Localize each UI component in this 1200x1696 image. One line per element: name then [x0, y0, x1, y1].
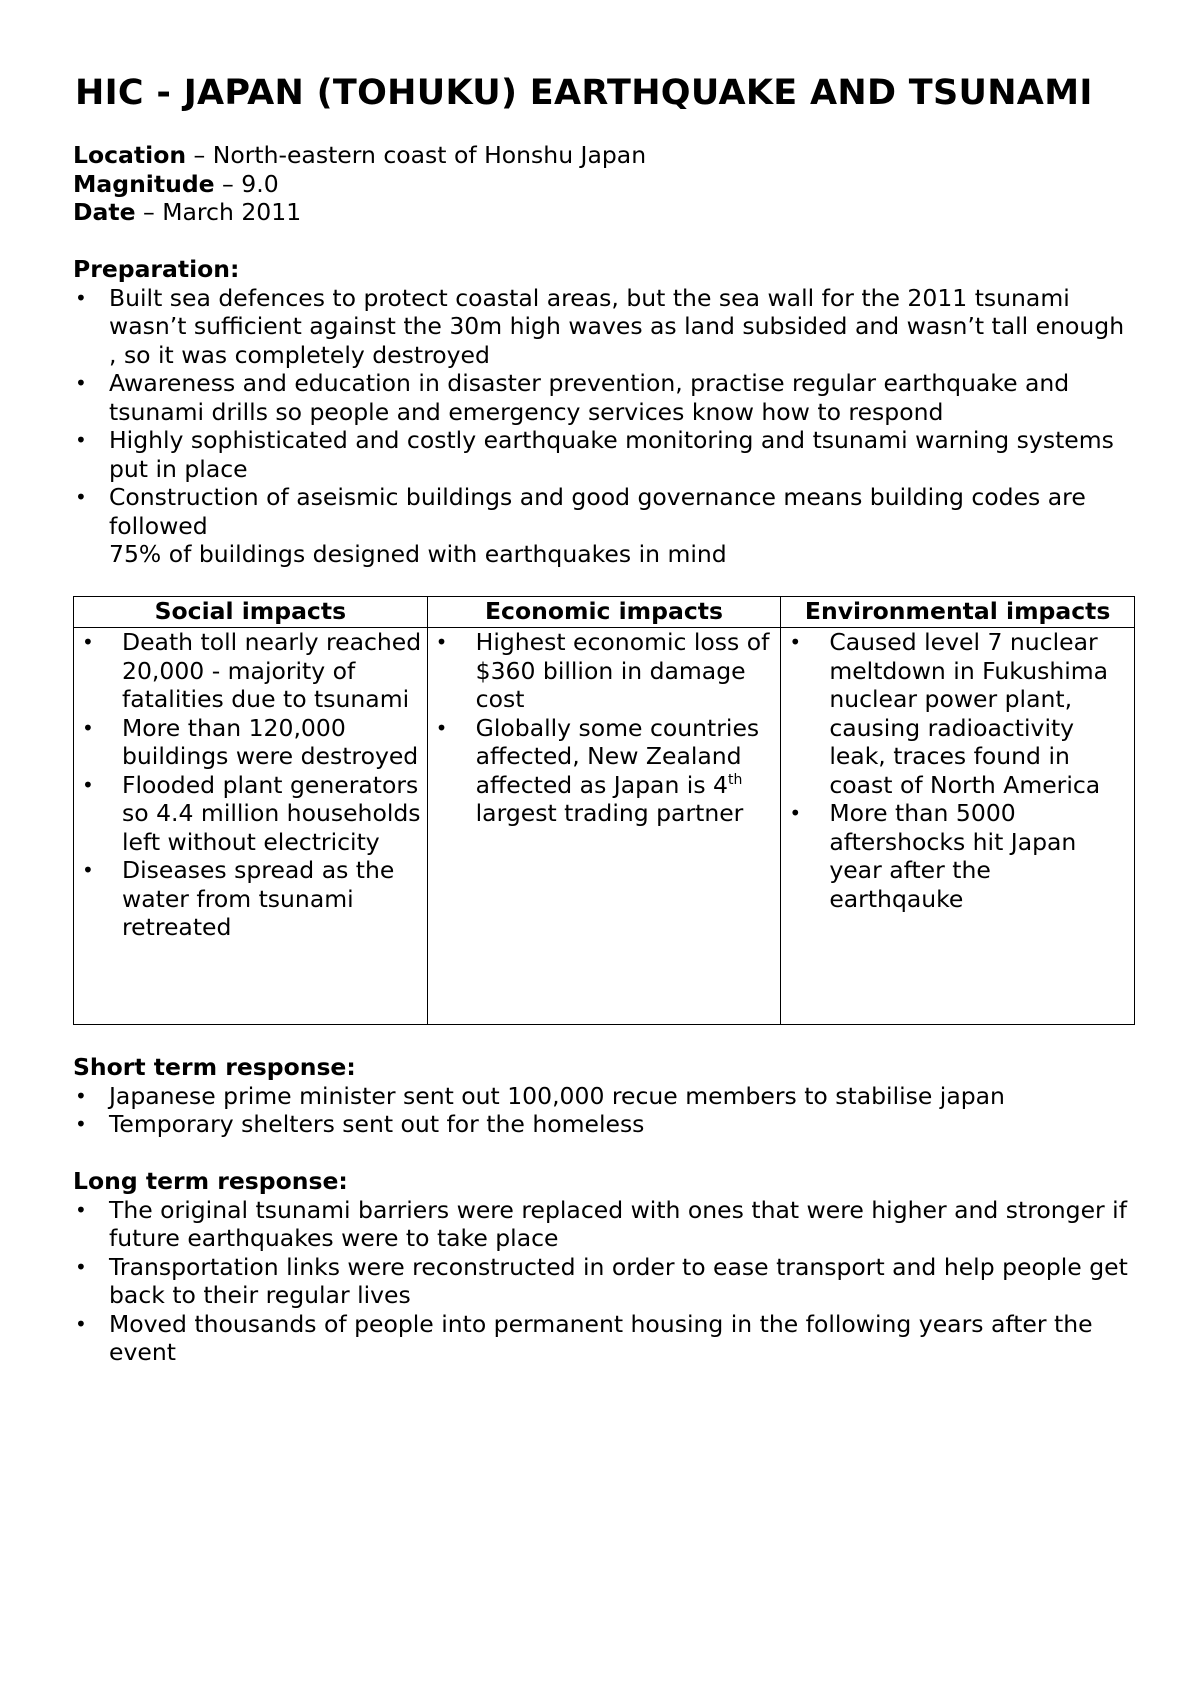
environmental-impacts-cell: [781, 628, 1135, 1025]
long-term-list: [73, 1196, 1135, 1367]
bullet-icon: •: [75, 1083, 87, 1108]
page-title: HIC - JAPAN (TOHUKU) EARTHQUAKE AND TSUNAMI: [75, 73, 1093, 113]
fact-label: Location: [73, 141, 187, 169]
fact-value: – March 2011: [135, 198, 302, 226]
economic-impacts-list: [428, 628, 779, 828]
key-facts: [73, 141, 1135, 227]
bullet-icon: •: [82, 630, 94, 654]
fact-value: – North-eastern coast of Honshu Japan: [186, 141, 647, 169]
list-item: • Globally some countries affected, New Zealand affected as Japan is 4th largest trading partner: [435, 713, 760, 827]
bullet-icon: •: [75, 285, 87, 310]
bullet-icon: •: [435, 715, 448, 740]
short-term-section: [73, 1053, 1135, 1139]
bullet-icon: •: [75, 371, 87, 395]
header-social: Social impacts: [74, 597, 428, 628]
ordinal-suffix: th: [728, 771, 743, 788]
table-row: [74, 628, 1135, 1025]
impacts-table: [73, 596, 1135, 1025]
short-term-list: [73, 1082, 1135, 1139]
social-impacts-list: [74, 628, 425, 942]
list-item: • Awareness and education in disaster prevention, practise regular earthquake and tsunami drills so people and emergency services know how to respond: [75, 369, 1070, 426]
preparation-note: 75% of buildings designed with earthquakes in mind: [109, 540, 727, 568]
bullet-icon: •: [75, 1112, 87, 1136]
fact-label: Date: [73, 198, 136, 226]
fact-date: [73, 198, 1135, 227]
list-item: • Temporary shelters sent out for the homeless: [75, 1110, 645, 1138]
list-item: • Flooded plant generators so 4.4 million households left without electricity: [82, 770, 421, 856]
long-term-section: [73, 1167, 1135, 1367]
table-header-row: [74, 597, 1135, 628]
short-term-heading: Short term response:: [73, 1053, 356, 1081]
list-item: • More than 120,000 buildings were destroyed: [82, 713, 419, 770]
bullet-icon: •: [75, 428, 87, 452]
fact-label: Magnitude: [73, 169, 215, 198]
header-environmental: Environmental impacts: [781, 597, 1135, 628]
list-item: • The original tsunami barriers were replaced with ones that were higher and stronger if future earthquakes were to take place: [75, 1195, 1127, 1252]
bullet-icon: •: [75, 1311, 87, 1336]
preparation-list: [73, 284, 1135, 541]
header-economic: Economic impacts: [427, 597, 781, 628]
bullet-icon: •: [789, 801, 802, 825]
list-item: • Moved thousands of people into permanent housing in the following years after the event: [75, 1309, 1093, 1366]
social-impacts-cell: [74, 628, 428, 1025]
bullet-icon: •: [789, 630, 802, 654]
fact-magnitude: [73, 170, 1135, 199]
list-item: • Highest economic loss of $360 billion in damage cost: [435, 628, 770, 713]
bullet-icon: •: [75, 485, 87, 509]
bullet-icon: •: [82, 858, 94, 882]
list-item: • Death toll nearly reached 20,000 - majority of fatalities due to tsunami: [82, 628, 422, 713]
preparation-heading: Preparation:: [73, 255, 240, 283]
environmental-impacts-list: [781, 628, 1132, 913]
bullet-icon: •: [82, 715, 94, 740]
list-item: • Built sea defences to protect coastal areas, but the sea wall for the 2011 tsunami wasn’t sufficient against the 30m high waves as land subsided and wasn’t tall enough , so it was completely destroyed: [75, 283, 1125, 369]
bullet-icon: •: [75, 1254, 87, 1279]
bullet-icon: •: [82, 772, 94, 797]
list-item: • Construction of aseismic buildings and good governance means building codes are followed: [75, 483, 1086, 540]
list-item: • Japanese prime minister sent out 100,000 recue members to stabilise japan: [75, 1081, 1005, 1110]
economic-impacts-cell: [427, 628, 781, 1025]
long-term-heading: Long term response:: [73, 1167, 348, 1195]
fact-location: [73, 141, 1135, 170]
bullet-icon: •: [435, 630, 448, 654]
list-item: • Caused level 7 nuclear meltdown in Fukushima nuclear power plant, causing radioactivity leak, traces found in coast of North America: [789, 628, 1109, 799]
list-item: • Diseases spread as the water from tsunami retreated: [82, 856, 395, 941]
list-item: • More than 5000 aftershocks hit Japan year after the earthqauke: [789, 799, 1077, 913]
fact-value: – 9.0: [214, 169, 279, 198]
preparation-section: [73, 255, 1135, 569]
bullet-icon: •: [75, 1197, 87, 1222]
list-item: • Highly sophisticated and costly earthquake monitoring and tsunami warning systems put in place: [75, 426, 1114, 483]
list-item: • Transportation links were reconstructed in order to ease transport and help people get back to their regular lives: [75, 1252, 1128, 1309]
